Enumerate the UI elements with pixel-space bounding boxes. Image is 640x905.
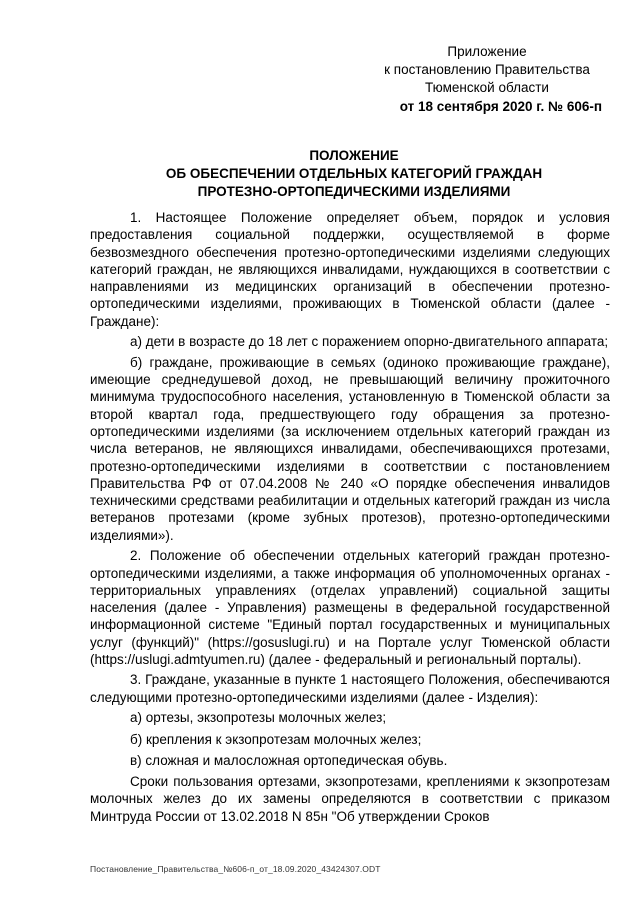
paragraph-1b: б) граждане, проживающие в семьях (одиноко проживающие граждане), имеющие среднедушевой доход, не превышающий величину прожиточного минимума трудоспособного населения, установленную в Тюменской области за второй квартал года, предшествующего году обращения за протезно-ортопедическими изделиями (за исключением отдельных категорий граждан из числа ветеранов, не являющихся инвалидами, обеспечивающихся протезами, протезно-ортопедическими изделиями в соответствии с постановлением Правительства РФ от 07.04.2008 № 240 «О порядке обеспечения инвалидов техническими средствами реабилитации и отдельных категорий граждан из числа ветеранов протезами (кроме зубных протезов), протезно-ортопедическими изделиями»).	[90, 354, 610, 543]
appendix-label: Приложение	[447, 44, 527, 59]
document-title	[98, 147, 610, 201]
appendix-block	[372, 43, 602, 116]
paragraph-terms: Сроки пользования ортезами, экзопротезами, креплениями к экзопротезам молочных желез до их замены определяются в соответствии с приказом Минтруда России от 13.02.2018 N 85н "Об утверждении Сроков	[90, 774, 610, 824]
list-item-a: а) ортезы, экзопротезы молочных желез;	[130, 710, 387, 726]
file-footer: Постановление_Правительства_№606-п_от_18.09.2020_43424307.ODT	[90, 864, 381, 874]
title-line-3: ПРОТЕЗНО-ОРТОПЕДИЧЕСКИМИ ИЗДЕЛИЯМИ	[197, 184, 511, 199]
paragraph-1a: а) дети в возрасте до 18 лет с поражением опорно-двигательного аппарата;	[130, 334, 609, 350]
list-item-b: б) крепления к экзопротезам молочных желез;	[130, 731, 422, 747]
appendix-reference: к постановлению Правительства	[384, 62, 590, 77]
list-item-c: в) сложная и малосложная ортопедическая обувь.	[130, 752, 448, 768]
paragraph-3: 3. Граждане, указанные в пункте 1 настоящего Положения, обеспечиваются следующими протезно-ортопедическими изделиями (далее - Изделия):	[90, 672, 610, 705]
paragraph-2: 2. Положение об обеспечении отдельных категорий граждан протезно-ортопедическими изделиями, а также информация об уполномоченных органах - территориальных управлениях (отделах управлений) социальной защиты населения (далее - Управления) размещены в федеральной государственной информационной системе "Единый портал государственных и муниципальных услуг (функций)" (https://gosuslugi.ru) и на Портале услуг Тюменской области (https://uslugi.admtyumen.ru) (далее - федеральный и региональный порталы).	[90, 548, 610, 667]
document-body	[90, 209, 610, 828]
title-line-1: ПОЛОЖЕНИЕ	[309, 148, 399, 163]
appendix-date-number: от 18 сентября 2020 г. № 606-п	[399, 99, 602, 114]
title-line-2: ОБ ОБЕСПЕЧЕНИИ ОТДЕЛЬНЫХ КАТЕГОРИЙ ГРАЖДАН	[165, 166, 543, 181]
paragraph-1: 1. Настоящее Положение определяет объем, порядок и условия предоставления социальной поддержки, осуществляемой в форме безвозмездного обеспечения протезно-ортопедическими изделиями следующих категорий граждан, не являющихся инвалидами, нуждающихся в соответствии с направлениями из медицинских организаций в обеспечении протезно-ортопедическими изделиями, проживающих в Тюменской области (далее - Граждане):	[90, 210, 610, 329]
appendix-region: Тюменской области	[425, 80, 549, 95]
